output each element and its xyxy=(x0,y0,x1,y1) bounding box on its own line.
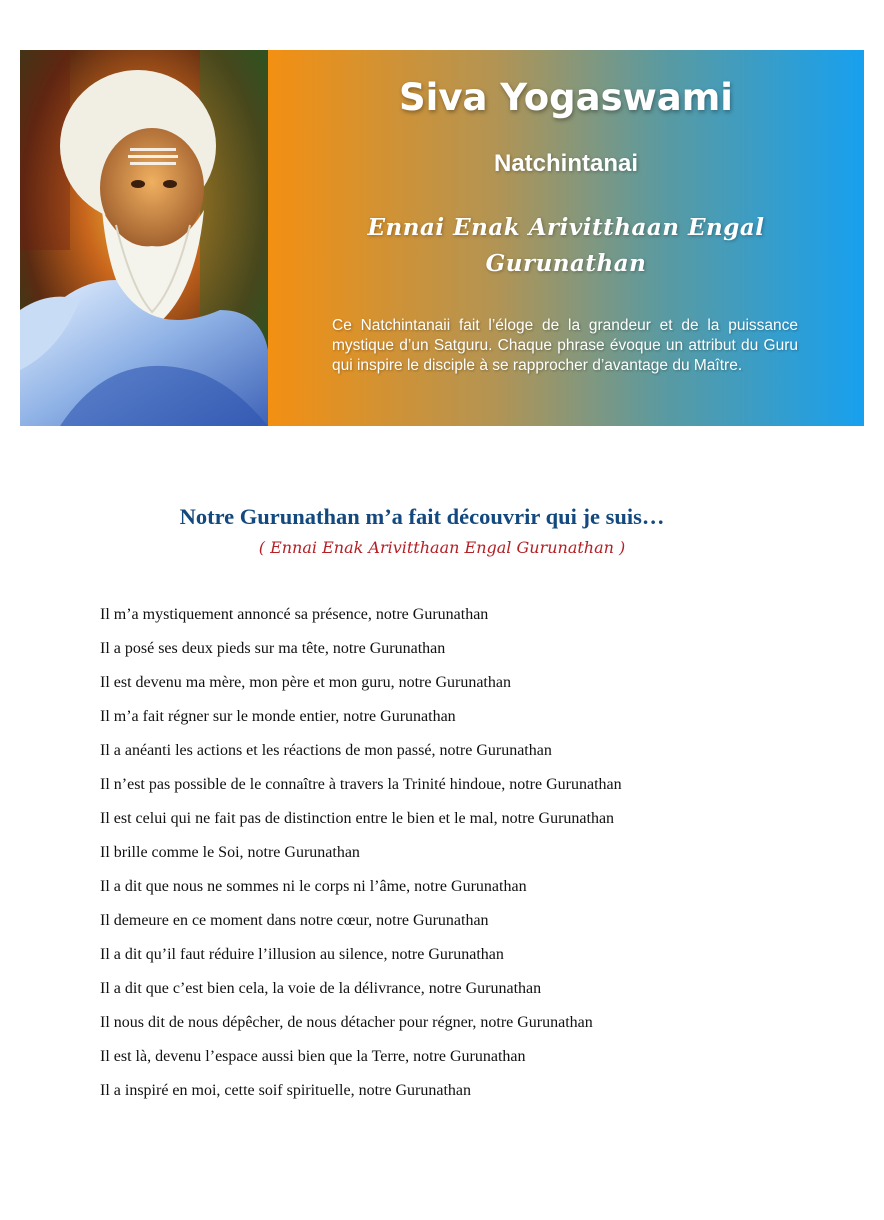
verse-line: Il m’a mystiquement annoncé sa présence, notre Gurunathan xyxy=(100,606,489,623)
verse-line: Il est devenu ma mère, mon père et mon guru, notre Gurunathan xyxy=(100,674,511,691)
verse-line: Il a inspiré en moi, cette soif spirituelle, notre Gurunathan xyxy=(100,1082,471,1099)
verse-line: Il demeure en ce moment dans notre cœur, notre Gurunathan xyxy=(100,912,489,929)
page-title: Siva Yogaswami xyxy=(399,76,733,119)
verse-line: Il est celui qui ne fait pas de distinction entre le bien et le mal, notre Gurunathan xyxy=(100,810,615,827)
verse-list xyxy=(100,598,622,1108)
verse-line: Il n’est pas possible de le connaître à travers la Trinité hindoue, notre Gurunathan xyxy=(100,776,622,793)
banner-text-panel xyxy=(268,50,864,426)
guru-portrait xyxy=(20,50,268,426)
portrait-painting xyxy=(20,50,268,426)
intro-paragraph: Ce Natchintanaii fait l’éloge de la grandeur et de la puissance mystique d’un Satguru. Chaque phrase évoque un attribut du Guru qui inspire le disciple à se rapprocher d’avantage du Maître. xyxy=(332,317,798,374)
verse-line: Il a posé ses deux pieds sur ma tête, notre Gurunathan xyxy=(100,640,446,657)
verse-line: Il a anéanti les actions et les réactions de mon passé, notre Gurunathan xyxy=(100,742,552,759)
verse-line: Il nous dit de nous dépêcher, de nous détacher pour régner, notre Gurunathan xyxy=(100,1014,593,1031)
verse-line: Il est là, devenu l’espace aussi bien que la Terre, notre Gurunathan xyxy=(100,1048,526,1065)
header-banner xyxy=(20,50,864,426)
section-subheading: ( Ennai Enak Arivitthaan Engal Gurunathan ) xyxy=(258,538,626,557)
verse-line: Il m’a fait régner sur le monde entier, notre Gurunathan xyxy=(100,708,456,725)
section-heading: Notre Gurunathan m’a fait découvrir qui je suis… xyxy=(179,504,665,529)
verse-line: Il brille comme le Soi, notre Gurunathan xyxy=(100,844,360,861)
verse-line: Il a dit qu’il faut réduire l’illusion au silence, notre Gurunathan xyxy=(100,946,504,963)
verse-line: Il a dit que nous ne sommes ni le corps ni l’âme, notre Gurunathan xyxy=(100,878,527,895)
verse-line: Il a dit que c’est bien cela, la voie de la délivrance, notre Gurunathan xyxy=(100,980,542,997)
song-title: Ennai Enak Arivitthaan Engal Gurunathan xyxy=(367,214,765,277)
page-subtitle: Natchintanai xyxy=(493,150,639,177)
